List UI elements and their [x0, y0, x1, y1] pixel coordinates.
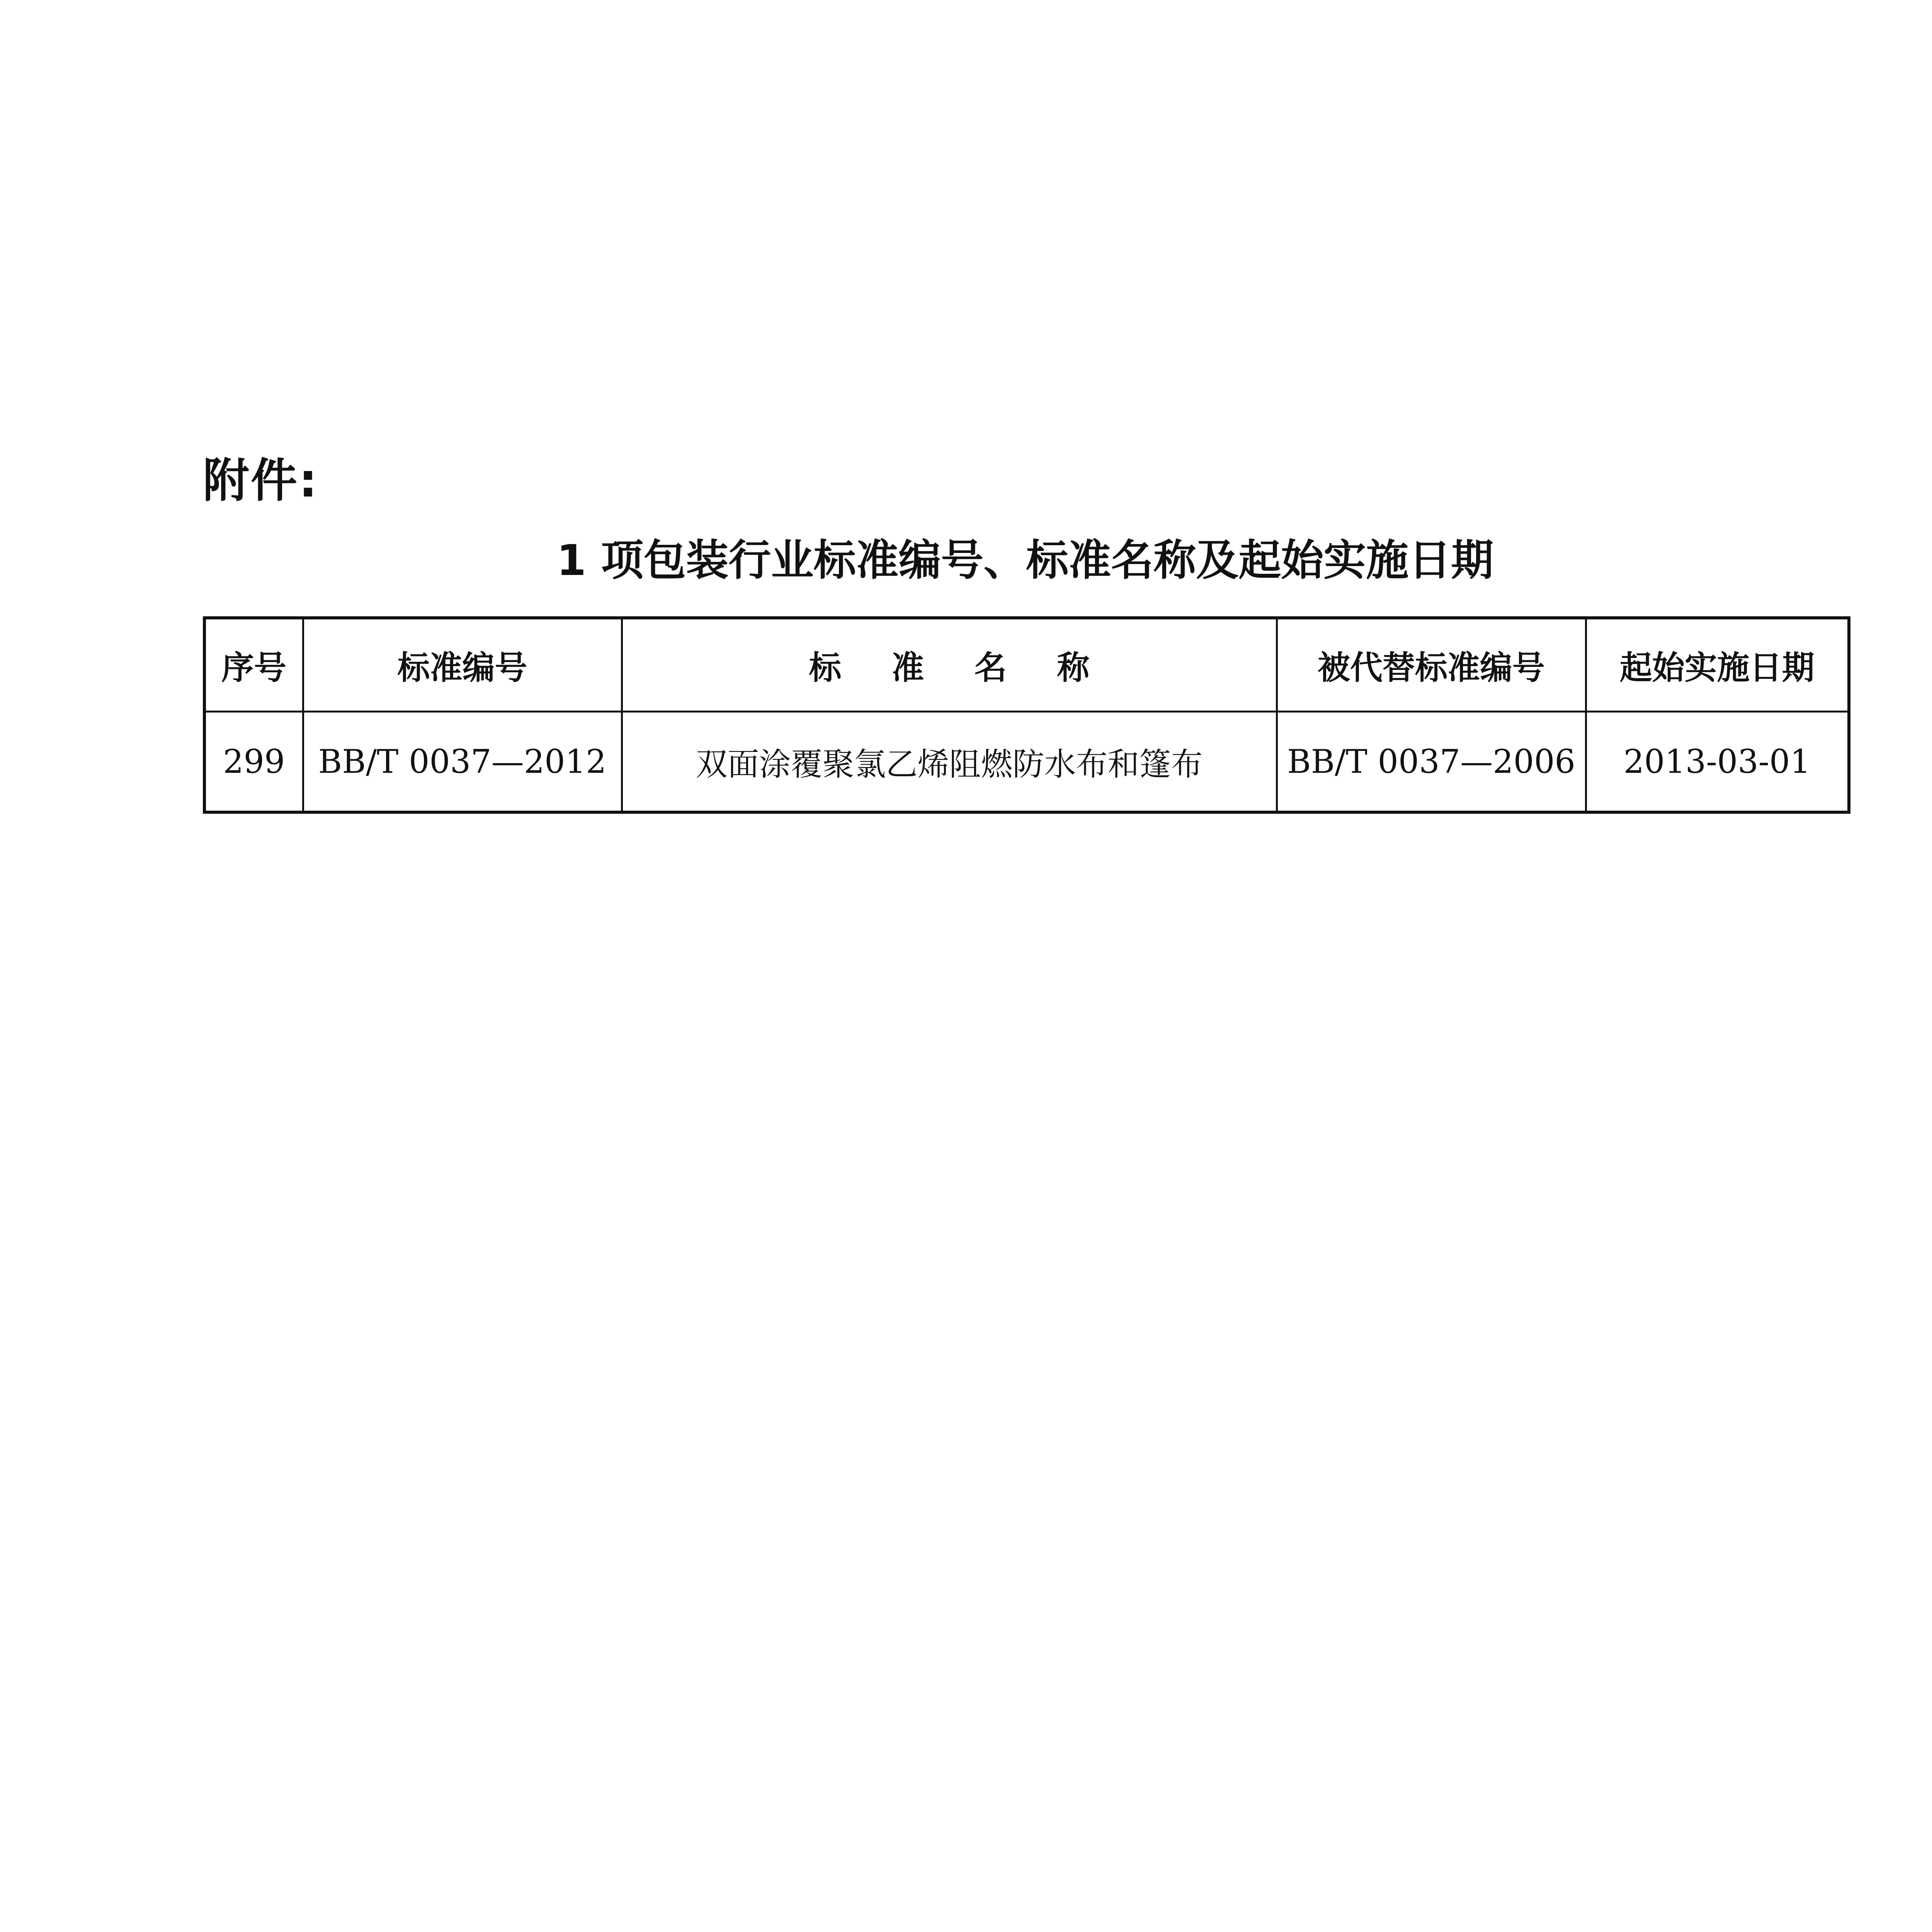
attachment-label: 附件: [203, 454, 319, 508]
table-body [204, 712, 1849, 813]
header-standard-name: 标准名称 [622, 618, 1277, 712]
cell-seq: 299 [204, 712, 303, 813]
cell-standard-name: 双面涂覆聚氯乙烯阻燃防水布和篷布 [622, 712, 1277, 813]
header-standard-code: 标准编号 [303, 618, 622, 712]
cell-standard-code: BB/T 0037—2012 [303, 712, 622, 813]
document-title: 1 项包装行业标准编号、标准名称及起始实施日期 [556, 536, 1494, 585]
cell-replaced-code: BB/T 0037—2006 [1277, 712, 1586, 813]
header-row [204, 618, 1849, 712]
header-seq: 序号 [204, 618, 303, 712]
table-header [204, 618, 1849, 712]
header-replaced-code: 被代替标准编号 [1277, 618, 1586, 712]
cell-start-date: 2013-03-01 [1586, 712, 1849, 813]
header-start-date: 起始实施日期 [1586, 618, 1849, 712]
standards-table [203, 616, 1850, 814]
table-row [204, 712, 1849, 813]
